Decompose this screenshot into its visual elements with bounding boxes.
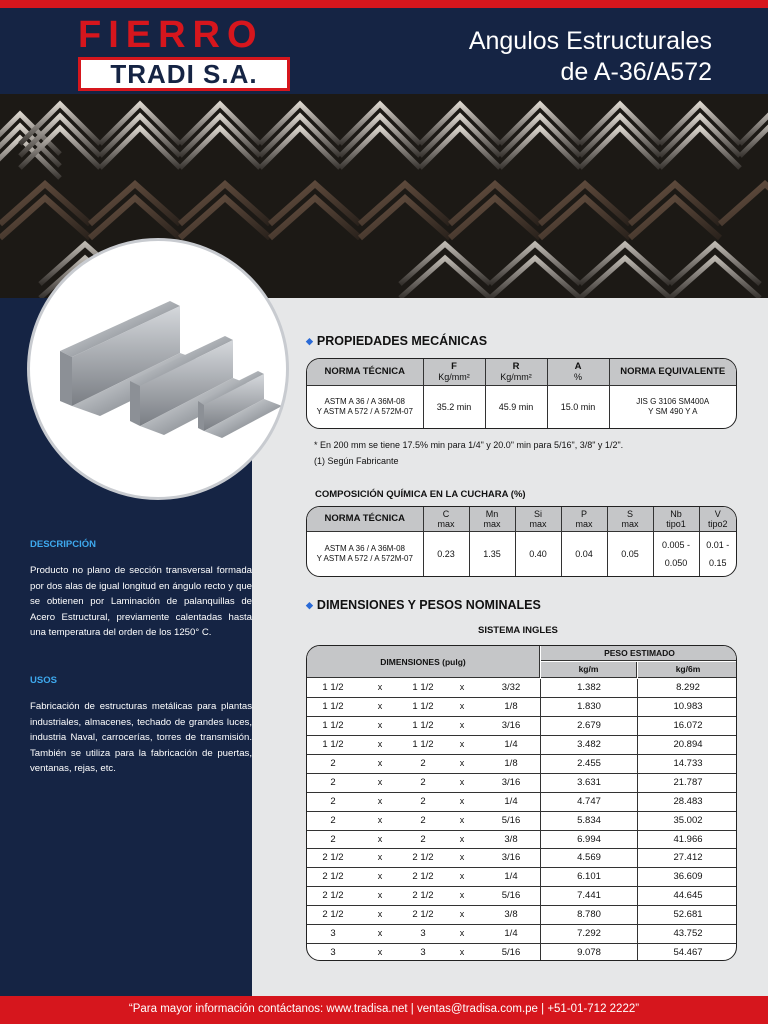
weight-kg6m: 44.645 xyxy=(673,890,703,902)
r-value: 45.9 min xyxy=(485,385,547,428)
f-value: 35.2 min xyxy=(423,385,485,428)
a-value: 15.0 min xyxy=(547,385,609,428)
separator-x: x xyxy=(377,795,383,806)
dim-thickness: 1/8 xyxy=(504,757,518,769)
table-row xyxy=(307,925,737,944)
table-row xyxy=(307,755,737,774)
header-si: Si max xyxy=(515,507,561,531)
header-weight: PESO ESTIMADO xyxy=(541,646,737,661)
separator-x: x xyxy=(377,776,383,787)
dim-b: 2 xyxy=(420,814,426,826)
footer-contact: “Para mayor información contáctanos: www.tradisa.net | ventas@tradisa.com.pe | +51-01-712 2222” xyxy=(0,996,768,1024)
header-kg6m: kg/6m xyxy=(638,662,737,678)
page-title-line2: de A-36/A572 xyxy=(560,58,712,86)
separator-x: x xyxy=(377,738,383,749)
page-title xyxy=(469,26,712,88)
separator-x: x xyxy=(377,928,383,939)
dim-thickness: 1/4 xyxy=(504,738,518,750)
table-row xyxy=(307,868,737,887)
header-c: C max xyxy=(423,507,469,531)
dim-thickness: 5/16 xyxy=(501,890,521,902)
separator-x: x xyxy=(459,814,465,825)
dim-a: 2 1/2 xyxy=(322,871,344,883)
dim-a: 2 xyxy=(330,757,336,769)
dim-thickness: 3/8 xyxy=(504,909,518,921)
dim-b: 2 1/2 xyxy=(412,890,434,902)
mechanical-section-title: ◆ PROPIEDADES MECÁNICAS xyxy=(306,334,488,348)
weight-kgm: 4.569 xyxy=(577,852,601,864)
brand-name-top: FIERRO xyxy=(78,14,264,56)
weight-kgm: 1.382 xyxy=(577,682,601,693)
separator-x: x xyxy=(377,833,383,844)
diamond-bullet-icon: ◆ xyxy=(306,336,313,346)
separator-x: x xyxy=(377,700,383,711)
brand-name-bottom: TRADI S.A. xyxy=(78,57,290,91)
dim-b: 1 1/2 xyxy=(412,682,434,693)
separator-x: x xyxy=(459,682,465,692)
header-equiv: NORMA EQUIVALENTE xyxy=(609,359,736,385)
mn-value: 1.35 xyxy=(469,531,515,576)
mechanical-note-2: (1) Según Fabricante xyxy=(314,456,399,466)
header-a: A % xyxy=(547,359,609,385)
dim-thickness: 3/16 xyxy=(501,719,521,731)
dim-b: 1 1/2 xyxy=(412,738,434,750)
table-row xyxy=(307,717,737,736)
weight-kg6m: 20.894 xyxy=(673,738,703,750)
header-s: S max xyxy=(607,507,653,531)
dim-a: 1 1/2 xyxy=(322,719,344,731)
dim-a: 3 xyxy=(330,928,336,940)
separator-x: x xyxy=(459,700,465,711)
si-value: 0.40 xyxy=(515,531,561,576)
dimensions-section-title: ◆ DIMENSIONES Y PESOS NOMINALES xyxy=(306,598,541,612)
description-heading: DESCRIPCIÓN xyxy=(30,539,96,550)
dim-a: 3 xyxy=(330,947,336,959)
dim-a: 2 xyxy=(330,776,336,788)
dim-a: 1 1/2 xyxy=(322,738,344,750)
weight-kg6m: 54.467 xyxy=(673,947,703,959)
mechanical-note-1: * En 200 mm se tiene 17.5% min para 1/4" y 20.0" min para 5/16", 3/8" y 1/2". xyxy=(314,440,624,450)
weight-kg6m: 28.483 xyxy=(673,795,703,807)
weight-kgm: 8.780 xyxy=(577,909,601,921)
weight-kg6m: 10.983 xyxy=(673,700,703,712)
weight-kgm: 2.455 xyxy=(577,757,601,769)
header-norma: NORMA TÉCNICA xyxy=(307,507,423,531)
table-row xyxy=(307,698,737,717)
weight-kgm: 3.631 xyxy=(577,776,601,788)
separator-x: x xyxy=(377,852,383,863)
angle-bars-illustration xyxy=(30,241,289,500)
weight-kgm: 1.830 xyxy=(577,700,601,712)
dim-a: 2 xyxy=(330,795,336,807)
weight-kg6m: 16.072 xyxy=(673,719,703,731)
norma-cell: ASTM A 36 / A 36M-08 Y ASTM A 572 / A 572M-07 xyxy=(307,531,423,576)
table-row xyxy=(307,679,737,698)
separator-x: x xyxy=(377,757,383,768)
separator-x: x xyxy=(459,909,465,920)
dim-a: 2 xyxy=(330,814,336,826)
dimensions-weights-table xyxy=(306,645,737,961)
uses-heading: USOS xyxy=(30,675,57,686)
header-dimensions: DIMENSIONES (pulg) xyxy=(307,646,540,678)
dim-b: 1 1/2 xyxy=(412,700,434,712)
table-row xyxy=(307,793,737,812)
table-row xyxy=(307,736,737,755)
weight-kgm: 2.679 xyxy=(577,719,601,731)
header-p: P max xyxy=(561,507,607,531)
dim-a: 2 1/2 xyxy=(322,890,344,902)
dim-thickness: 1/4 xyxy=(504,871,518,883)
dim-b: 3 xyxy=(420,947,426,959)
s-value: 0.05 xyxy=(607,531,653,576)
separator-x: x xyxy=(459,871,465,882)
separator-x: x xyxy=(377,682,383,692)
dim-b: 1 1/2 xyxy=(412,719,434,731)
weight-kg6m: 21.787 xyxy=(673,776,703,788)
dim-b: 2 xyxy=(420,757,426,769)
dim-thickness: 5/16 xyxy=(501,814,521,826)
equiv-cell: JIS G 3106 SM400A Y SM 490 Y A xyxy=(609,385,736,428)
chemical-composition-table xyxy=(306,506,737,577)
separator-x: x xyxy=(459,833,465,844)
dim-thickness: 1/4 xyxy=(504,795,518,807)
table-row xyxy=(307,831,737,850)
dim-b: 2 xyxy=(420,795,426,807)
weight-kg6m: 14.733 xyxy=(673,757,703,769)
dim-thickness: 1/4 xyxy=(504,928,518,940)
dim-b: 2 xyxy=(420,776,426,788)
norma-cell: ASTM A 36 / A 36M-08 Y ASTM A 572 / A 572M-07 xyxy=(307,385,423,428)
dim-thickness: 3/8 xyxy=(504,833,518,845)
table-row xyxy=(307,887,737,906)
nb-value: 0.005 - 0.050 xyxy=(653,531,699,576)
separator-x: x xyxy=(377,871,383,882)
table-row xyxy=(307,906,737,925)
top-red-bar xyxy=(0,0,768,8)
separator-x: x xyxy=(459,852,465,863)
dim-b: 2 xyxy=(420,833,426,845)
mechanical-properties-table xyxy=(306,358,737,429)
weight-kg6m: 43.752 xyxy=(673,928,703,940)
header-r: R Kg/mm² xyxy=(485,359,547,385)
header-f: F Kg/mm² xyxy=(423,359,485,385)
weight-kg6m: 8.292 xyxy=(676,682,700,693)
weight-kgm: 4.747 xyxy=(577,795,601,807)
chemical-section-title: COMPOSICIÓN QUÍMICA EN LA CUCHARA (%) xyxy=(315,489,526,500)
separator-x: x xyxy=(459,776,465,787)
uses-text: Fabricación de estructuras metálicas para plantas industriales, almacenes, techado de grandes luces, industria Naval, carrocerías, torres de transmisión. También se utiliza para la fabricación de puertas, ventanas, rejas, etc. xyxy=(30,701,252,774)
header-norma: NORMA TÉCNICA xyxy=(307,359,423,385)
dim-thickness: 3/32 xyxy=(501,682,521,693)
dim-a: 2 xyxy=(330,833,336,845)
dim-b: 2 1/2 xyxy=(412,871,434,883)
dim-a: 2 1/2 xyxy=(322,909,344,921)
dim-a: 2 1/2 xyxy=(322,852,344,864)
system-label: SISTEMA INGLES xyxy=(478,625,558,636)
c-value: 0.23 xyxy=(423,531,469,576)
weight-kgm: 9.078 xyxy=(577,947,601,959)
p-value: 0.04 xyxy=(561,531,607,576)
separator-x: x xyxy=(377,890,383,901)
page-title-line1: Angulos Estructurales xyxy=(468,27,712,55)
weight-kgm: 7.441 xyxy=(577,890,601,902)
angle-product-photo xyxy=(27,238,289,500)
weight-kgm: 6.994 xyxy=(577,833,601,845)
dim-thickness: 1/8 xyxy=(504,700,518,712)
table-row xyxy=(307,944,737,961)
header-kgm: kg/m xyxy=(541,662,637,678)
weight-kg6m: 35.002 xyxy=(673,814,703,826)
separator-x: x xyxy=(377,909,383,920)
dim-b: 2 1/2 xyxy=(412,909,434,921)
dim-b: 3 xyxy=(420,928,426,940)
dim-thickness: 3/16 xyxy=(501,776,521,788)
dim-b: 2 1/2 xyxy=(412,852,434,864)
weight-kg6m: 41.966 xyxy=(673,833,703,845)
separator-x: x xyxy=(459,928,465,939)
table-row xyxy=(307,849,737,868)
dimension-rows xyxy=(307,679,737,961)
separator-x: x xyxy=(459,947,465,958)
separator-x: x xyxy=(459,890,465,901)
table-row xyxy=(307,812,737,831)
dim-thickness: 3/16 xyxy=(501,852,521,864)
weight-kg6m: 52.681 xyxy=(673,909,703,921)
header-v: V tipo2 xyxy=(699,507,736,531)
diamond-bullet-icon: ◆ xyxy=(306,600,313,610)
dim-a: 1 1/2 xyxy=(322,700,344,712)
separator-x: x xyxy=(377,814,383,825)
description-text: Producto no plano de sección transversal formada por dos alas de igual longitud en ángulo recto y que se obtienen por Laminación de palanquillas de Acero Estructural, previamente calentadas hasta una temperatura del orden de los 1250° C. xyxy=(30,565,252,638)
separator-x: x xyxy=(459,757,465,768)
separator-x: x xyxy=(377,947,383,958)
separator-x: x xyxy=(459,738,465,749)
weight-kgm: 6.101 xyxy=(577,871,601,883)
weight-kg6m: 36.609 xyxy=(673,871,703,883)
header-mn: Mn max xyxy=(469,507,515,531)
separator-x: x xyxy=(459,795,465,806)
header-nb: Nb tipo1 xyxy=(653,507,699,531)
weight-kg6m: 27.412 xyxy=(673,852,703,864)
separator-x: x xyxy=(377,719,383,730)
v-value: 0.01 - 0.15 xyxy=(699,531,736,576)
dim-a: 1 1/2 xyxy=(322,682,344,693)
weight-kgm: 3.482 xyxy=(577,738,601,750)
table-row xyxy=(307,774,737,793)
weight-kgm: 7.292 xyxy=(577,928,601,940)
separator-x: x xyxy=(459,719,465,730)
weight-kgm: 5.834 xyxy=(577,814,601,826)
dim-thickness: 5/16 xyxy=(501,947,521,959)
